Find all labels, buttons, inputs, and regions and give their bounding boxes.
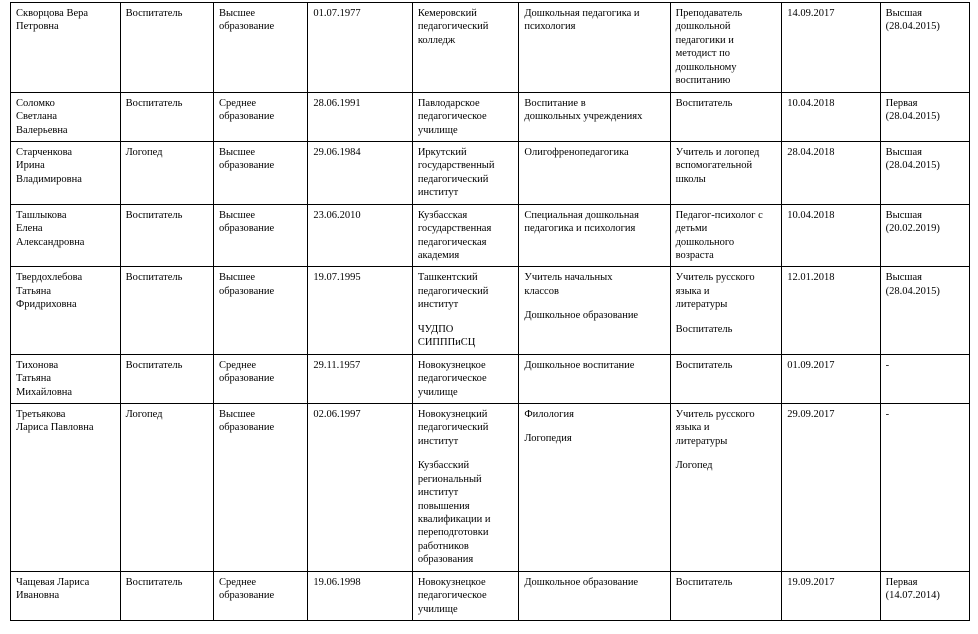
cell-text: 29.06.1984 [313,146,361,158]
table-cell-qualification [670,403,782,571]
table-cell-institution [412,571,519,620]
cell-text: Логопед [125,408,163,420]
cell-text: Тихонова Татьяна Михайловна [16,359,73,398]
table-cell-date [308,3,413,93]
table-cell-category [880,403,969,571]
table-cell-qualification [670,92,782,141]
table-row [11,92,970,141]
cell-text: Среднее образование [218,576,275,602]
cell-text: Воспитатель [675,97,733,109]
cell-text: Первая (14.07.2014) [885,576,940,602]
table-cell-attestation_date [782,92,880,141]
table-cell-name [11,571,121,620]
table-cell-attestation_date [782,3,880,93]
cell-text: Высшее образование [218,209,275,235]
cell-text: Новокузнецкое педагогическое училище [417,576,487,615]
cell-text: - [885,408,890,420]
table-cell-attestation_date [782,204,880,267]
table-cell-institution [412,403,519,571]
cell-text: Воспитатель [125,272,183,284]
cell-text: 29.11.1957 [313,359,361,371]
cell-text: Первая (28.04.2015) [885,97,940,123]
cell-text: Высшая (20.02.2019) [885,209,940,235]
table-cell-qualification [670,571,782,620]
table-cell-position [120,92,213,141]
table-cell-specialty [519,204,670,267]
table-cell-qualification [670,3,782,93]
table-cell-education [213,354,307,403]
table-cell-institution [412,141,519,204]
table-cell-education [213,141,307,204]
table-cell-specialty [519,3,670,93]
cell-text: Воспитатель [125,209,183,221]
table-cell-specialty [519,354,670,403]
cell-text: Дошкольная педагогика и психология [524,8,640,33]
table-row [11,267,970,354]
cell-text: 23.06.2010 [313,209,361,221]
cell-text: Павлодарское педагогическое училище [417,97,487,136]
table-cell-date [308,204,413,267]
table-cell-name [11,3,121,93]
table-cell-education [213,204,307,267]
table-cell-position [120,403,213,571]
table-cell-qualification [670,204,782,267]
table-cell-category [880,204,969,267]
cell-text: 02.06.1997 [313,408,361,420]
cell-text: Чащевая Лариса Ивановна [16,576,90,602]
cell-text: 01.07.1977 [313,8,361,19]
table-cell-qualification [670,267,782,354]
cell-text: Дошкольное воспитание [524,359,635,371]
cell-text: 19.06.1998 [313,576,361,588]
cell-text: 10.04.2018 [787,209,835,221]
cell-text: 14.09.2017 [787,8,835,19]
table-cell-name [11,141,121,204]
staff-table [10,2,970,621]
table-cell-name [11,92,121,141]
table-cell-name [11,403,121,571]
table-cell-category [880,92,969,141]
table-cell-attestation_date [782,267,880,354]
cell-text: Филология Логопедия [524,408,574,445]
cell-text: Воспитатель [125,576,183,588]
table-cell-attestation_date [782,403,880,571]
cell-text: 19.07.1995 [313,272,361,284]
table-cell-category [880,571,969,620]
table-row [11,204,970,267]
table-cell-category [880,3,969,93]
cell-text: Высшая (28.04.2015) [885,146,940,172]
cell-text: Учитель русского языка и литературы Воспитатель [675,272,755,335]
table-cell-qualification [670,354,782,403]
table-cell-date [308,92,413,141]
cell-text: Воспитатель [675,359,733,371]
table-row [11,571,970,620]
table-cell-institution [412,204,519,267]
cell-text: Высшая (28.04.2015) [885,8,940,33]
cell-text: Олигофренопедагогика [524,146,629,158]
cell-text: Учитель русского языка и литературы Логопед [675,408,755,472]
table-row [11,403,970,571]
table-cell-position [120,267,213,354]
cell-text: Скворцова Вера Петровна [16,8,89,33]
table-cell-name [11,204,121,267]
cell-text: Воспитатель [675,576,733,588]
cell-text: Соломко Светлана Валерьевна [16,97,68,136]
table-cell-education [213,3,307,93]
table-body [11,3,970,621]
table-cell-institution [412,267,519,354]
cell-text: Кемеровский педагогический колледж [417,8,489,46]
cell-text: Новокузнецкое педагогическое училище [417,359,487,398]
table-cell-date [308,571,413,620]
table-cell-specialty [519,403,670,571]
table-row [11,354,970,403]
table-cell-qualification [670,141,782,204]
table-cell-attestation_date [782,354,880,403]
cell-text: 19.09.2017 [787,576,835,588]
table-cell-attestation_date [782,571,880,620]
table-cell-institution [412,92,519,141]
cell-text: 10.04.2018 [787,97,835,109]
cell-text: Новокузнецкий педагогический институт Кузбасский региональный институт повышения квалификации и переподготовки работников образования [417,408,491,566]
cell-text: Преподаватель дошкольной педагогики и методист по дошкольному воспитанию [675,8,743,87]
table-cell-education [213,403,307,571]
cell-text: Специальная дошкольная педагогика и психология [524,209,639,235]
cell-text: Твердохлебова Татьяна Фридриховна [16,272,83,311]
table-cell-institution [412,3,519,93]
table-cell-position [120,571,213,620]
document-page [0,2,978,634]
table-cell-date [308,403,413,571]
cell-text: 01.09.2017 [787,359,835,371]
cell-text: 28.06.1991 [313,97,361,109]
cell-text: Ташлыкова Елена Александровна [16,209,85,248]
table-cell-specialty [519,571,670,620]
table-cell-education [213,267,307,354]
cell-text: Кузбасская государственная педагогическая академия [417,209,492,261]
cell-text: Воспитатель [125,8,183,19]
cell-text: Логопед [125,146,163,158]
table-cell-attestation_date [782,141,880,204]
cell-text: Учитель начальных классов Дошкольное образование [524,272,639,322]
cell-text: Дошкольное образование [524,576,639,588]
cell-text: Среднее образование [218,97,275,123]
cell-text: Третьякова Лариса Павловна [16,408,94,434]
table-cell-category [880,141,969,204]
table-cell-education [213,571,307,620]
table-cell-name [11,354,121,403]
table-cell-position [120,141,213,204]
cell-text: Воспитатель [125,359,183,371]
table-cell-specialty [519,267,670,354]
cell-text: Высшее образование [218,408,275,434]
table-cell-specialty [519,92,670,141]
cell-text: Учитель и логопед вспомогательной школы [675,146,760,185]
table-cell-category [880,354,969,403]
cell-text: - [885,359,890,371]
cell-text: Высшая (28.04.2015) [885,272,940,297]
cell-text: Старченкова Ирина Владимировна [16,146,82,185]
table-cell-institution [412,354,519,403]
table-cell-education [213,92,307,141]
table-cell-position [120,3,213,93]
table-row [11,141,970,204]
cell-text: 29.09.2017 [787,408,835,420]
cell-text: Высшее образование [218,8,275,33]
cell-text: Воспитатель [125,97,183,109]
cell-text: Педагог-психолог с детьми дошкольного возраста [675,209,763,261]
table-cell-date [308,141,413,204]
cell-text: 12.01.2018 [787,272,835,284]
cell-text: Воспитание в дошкольных учреждениях [524,97,643,123]
cell-text: Высшее образование [218,146,275,172]
cell-text: Высшее образование [218,272,275,297]
cell-text: Среднее образование [218,359,275,385]
cell-text: Иркутский государственный педагогический институт [417,146,495,199]
cell-text: Ташкентский педагогический институт ЧУДПО СИПППиСЦ [417,272,489,349]
table-cell-category [880,267,969,354]
cell-text: 28.04.2018 [787,146,835,158]
table-cell-position [120,204,213,267]
table-cell-date [308,267,413,354]
table-row [11,3,970,93]
table-cell-specialty [519,141,670,204]
table-cell-date [308,354,413,403]
table-cell-name [11,267,121,354]
table-cell-position [120,354,213,403]
